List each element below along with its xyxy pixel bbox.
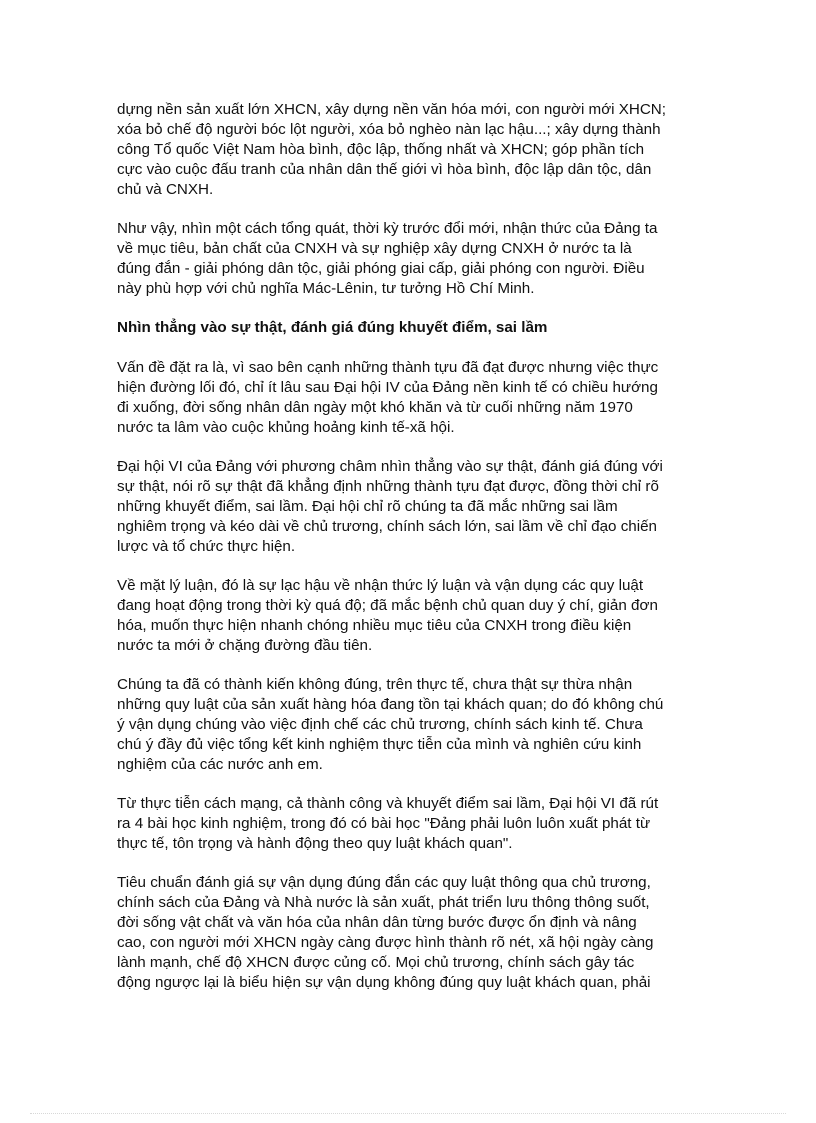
body-paragraph	[117, 457, 695, 557]
paragraph-line: Như vậy, nhìn một cách tổng quát, thời kỳ trước đổi mới, nhận thức của Đảng ta	[117, 220, 658, 237]
document-page	[117, 100, 695, 1012]
paragraph-line: hiện đường lối đó, chỉ ít lâu sau Đại hội IV của Đảng nền kinh tế có chiều hướng	[117, 379, 658, 396]
paragraph-line: dựng nền sản xuất lớn XHCN, xây dựng nền văn hóa mới, con người mới XHCN;	[117, 101, 666, 118]
paragraph-line: cực vào cuộc đấu tranh của nhân dân thế giới vì hòa bình, độc lập dân tộc, dân	[117, 161, 652, 178]
body-paragraph	[117, 576, 695, 656]
paragraph-line: động ngược lại là biểu hiện sự vận dụng không đúng quy luật khách quan, phải	[117, 974, 651, 991]
paragraph-line: đúng đắn - giải phóng dân tộc, giải phóng giai cấp, giải phóng con người. Điều	[117, 260, 645, 277]
paragraph-line: hóa, muốn thực hiện nhanh chóng nhiều mục tiêu của CNXH trong điều kiện	[117, 617, 632, 634]
paragraph-line: Tiêu chuẩn đánh giá sự vận dụng đúng đắn các quy luật thông qua chủ trương,	[117, 874, 651, 891]
body-paragraph	[117, 358, 695, 438]
paragraph-line: đời sống vật chất và văn hóa của nhân dân từng bước được ổn định và nâng	[117, 914, 637, 931]
paragraph-line: Về mặt lý luận, đó là sự lạc hậu về nhận thức lý luận và vận dụng các quy luật	[117, 577, 644, 594]
paragraph-line: thực tế, tôn trọng và hành động theo quy luật khách quan".	[117, 835, 513, 852]
body-paragraph	[117, 794, 695, 854]
paragraph-line: cao, con người mới XHCN ngày càng được hình thành rõ nét, xã hội ngày càng	[117, 934, 654, 951]
paragraph-line: ý vận dụng chúng vào việc định chế các chủ trương, chính sách kinh tế. Chưa	[117, 716, 643, 733]
paragraph-line: Chúng ta đã có thành kiến không đúng, trên thực tế, chưa thật sự thừa nhận	[117, 676, 633, 693]
page-bottom-divider	[30, 1113, 786, 1114]
paragraph-line: công Tổ quốc Việt Nam hòa bình, độc lập, thống nhất và XHCN; góp phần tích	[117, 141, 645, 158]
section-heading: Nhìn thẳng vào sự thật, đánh giá đúng khuyết điểm, sai lầm	[117, 319, 548, 336]
paragraph-line: Đại hội VI của Đảng với phương châm nhìn thẳng vào sự thật, đánh giá đúng với	[117, 458, 663, 475]
body-paragraph	[117, 873, 695, 993]
paragraph-line: chú ý đầy đủ việc tổng kết kinh nghiệm thực tiễn của mình và nghiên cứu kinh	[117, 736, 642, 753]
paragraph-line: những quy luật của sản xuất hàng hóa đang tồn tại khách quan; do đó không chú	[117, 696, 664, 713]
paragraph-line: lược và tổ chức thực hiện.	[117, 538, 296, 555]
paragraph-line: những khuyết điểm, sai lầm. Đại hội chỉ rõ chúng ta đã mắc những sai lầm	[117, 498, 618, 515]
body-paragraph	[117, 219, 695, 299]
paragraph-line: ra 4 bài học kinh nghiệm, trong đó có bài học "Đảng phải luôn luôn xuất phát từ	[117, 815, 651, 832]
paragraph-line: nghiệm của các nước anh em.	[117, 756, 323, 773]
paragraph-line: sự thật, nói rõ sự thật đã khẳng định những thành tựu đạt được, đồng thời chỉ rõ	[117, 478, 659, 495]
paragraph-line: nghiêm trọng và kéo dài về chủ trương, chính sách lớn, sai lầm về chỉ đạo chiến	[117, 518, 658, 535]
paragraph-line: xóa bỏ chế độ người bóc lột người, xóa bỏ nghèo nàn lạc hậu...; xây dựng thành	[117, 121, 661, 138]
body-paragraph	[117, 675, 695, 775]
paragraph-line: chủ và CNXH.	[117, 181, 214, 198]
paragraph-line: này phù hợp với chủ nghĩa Mác-Lênin, tư tưởng Hồ Chí Minh.	[117, 280, 535, 297]
paragraph-line: lành mạnh, chế độ XHCN được củng cố. Mọi chủ trương, chính sách gây tác	[117, 954, 635, 971]
paragraph-line: nước ta lâm vào cuộc khủng hoảng kinh tế-xã hội.	[117, 419, 455, 436]
paragraph-line: nước ta mới ở chặng đường đầu tiên.	[117, 637, 373, 654]
body-paragraph	[117, 100, 695, 200]
paragraph-line: về mục tiêu, bản chất của CNXH và sự nghiệp xây dựng CNXH ở nước ta là	[117, 240, 632, 257]
paragraph-line: chính sách của Đảng và Nhà nước là sản xuất, phát triển lưu thông thông suốt,	[117, 894, 650, 911]
paragraph-line: đi xuống, đời sống nhân dân ngày một khó khăn và từ cuối những năm 1970	[117, 399, 633, 416]
paragraph-line: Từ thực tiễn cách mạng, cả thành công và khuyết điểm sai lầm, Đại hội VI đã rút	[117, 795, 659, 812]
paragraph-line: Vấn đề đặt ra là, vì sao bên cạnh những thành tựu đã đạt được nhưng việc thực	[117, 359, 659, 376]
paragraph-line: đang hoạt động trong thời kỳ quá độ; đã mắc bệnh chủ quan duy ý chí, giản đơn	[117, 597, 658, 614]
